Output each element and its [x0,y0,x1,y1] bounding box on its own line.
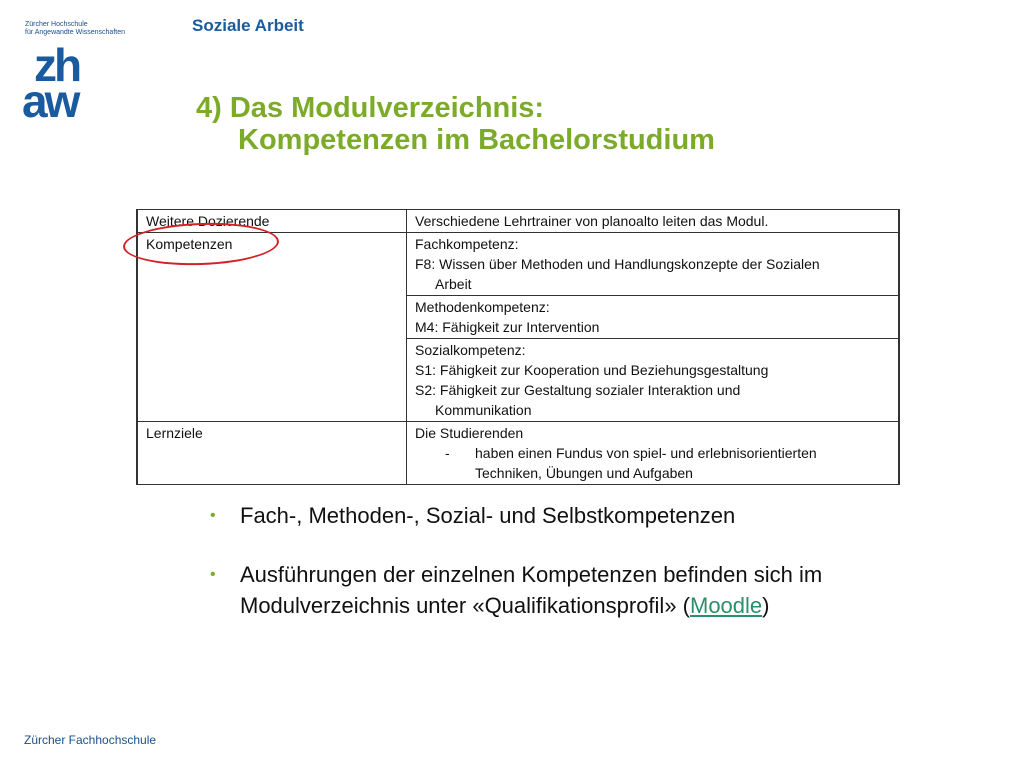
bullet-list [210,500,910,649]
cell-text: haben einen Fundus von spiel- und erlebnisorientierten [475,445,817,461]
cell-bullet-line [415,443,890,463]
slide-title-line-1: 4) Das Modulverzeichnis: [196,92,545,124]
lernziele-cell [407,422,900,485]
row-label-kompetenzen: Kompetenzen [137,233,407,422]
cell-text: Die Studierenden [415,425,524,441]
cell-text: Techniken, Übungen und Aufgaben [475,465,693,481]
slide-title-line-2: Kompetenzen im Bachelorstudium [238,124,715,156]
cell-text: S2: Fähigkeit zur Gestaltung sozialer Interaktion und [415,382,741,398]
bullet-text: Fach-, Methoden-, Sozial- und Selbstkompetenzen [240,503,736,528]
bullet-icon: • [210,566,216,583]
department-label: Soziale Arbeit [192,16,304,35]
row-content [407,210,900,233]
table-row [137,422,899,485]
row-label-lernziele: Lernziele [137,422,407,485]
sozialkompetenz-cell [407,339,900,422]
methodenkompetenz-cell [407,296,900,339]
cell-text: Arbeit [435,276,472,292]
bullet-item [210,500,910,531]
bullet-item [210,559,910,621]
cell-text: F8: Wissen über Methoden und Handlungskonzepte der Sozialen [415,256,820,272]
moodle-link[interactable]: Moodle [690,593,763,618]
institution-name-line-2: für Angewandte Wissenschaften [25,29,126,36]
dash-marker: - [445,445,450,461]
cell-heading: Methodenkompetenz: [415,299,550,315]
cell-text: Verschiedene Lehrtrainer von planoalto leiten das Modul. [415,213,769,229]
footer-label: Zürcher Fachhochschule [24,733,157,747]
bullet-text: Ausführungen der einzelnen Kompetenzen befinden sich im Modulverzeichnis unter «Qualifikationsprofil» ( [240,562,823,618]
bullet-icon: • [210,507,216,524]
institution-name-line-1: Zürcher Hochschule [25,21,88,28]
slide-title [196,92,715,156]
cell-heading: Fachkompetenz: [415,236,519,252]
fachkompetenz-cell [407,233,900,296]
zhaw-logo-bottom: aw [22,75,78,127]
cell-text: M4: Fähigkeit zur Intervention [415,319,600,335]
cell-text: S1: Fähigkeit zur Kooperation und Beziehungsgestaltung [415,362,769,378]
zhaw-logo-top: zh [34,39,80,91]
row-label: Weitere Dozierende [137,210,407,233]
bullet-text-end: ) [762,593,770,618]
cell-heading: Sozialkompetenz: [415,342,526,358]
cell-text: Kommunikation [435,402,532,418]
